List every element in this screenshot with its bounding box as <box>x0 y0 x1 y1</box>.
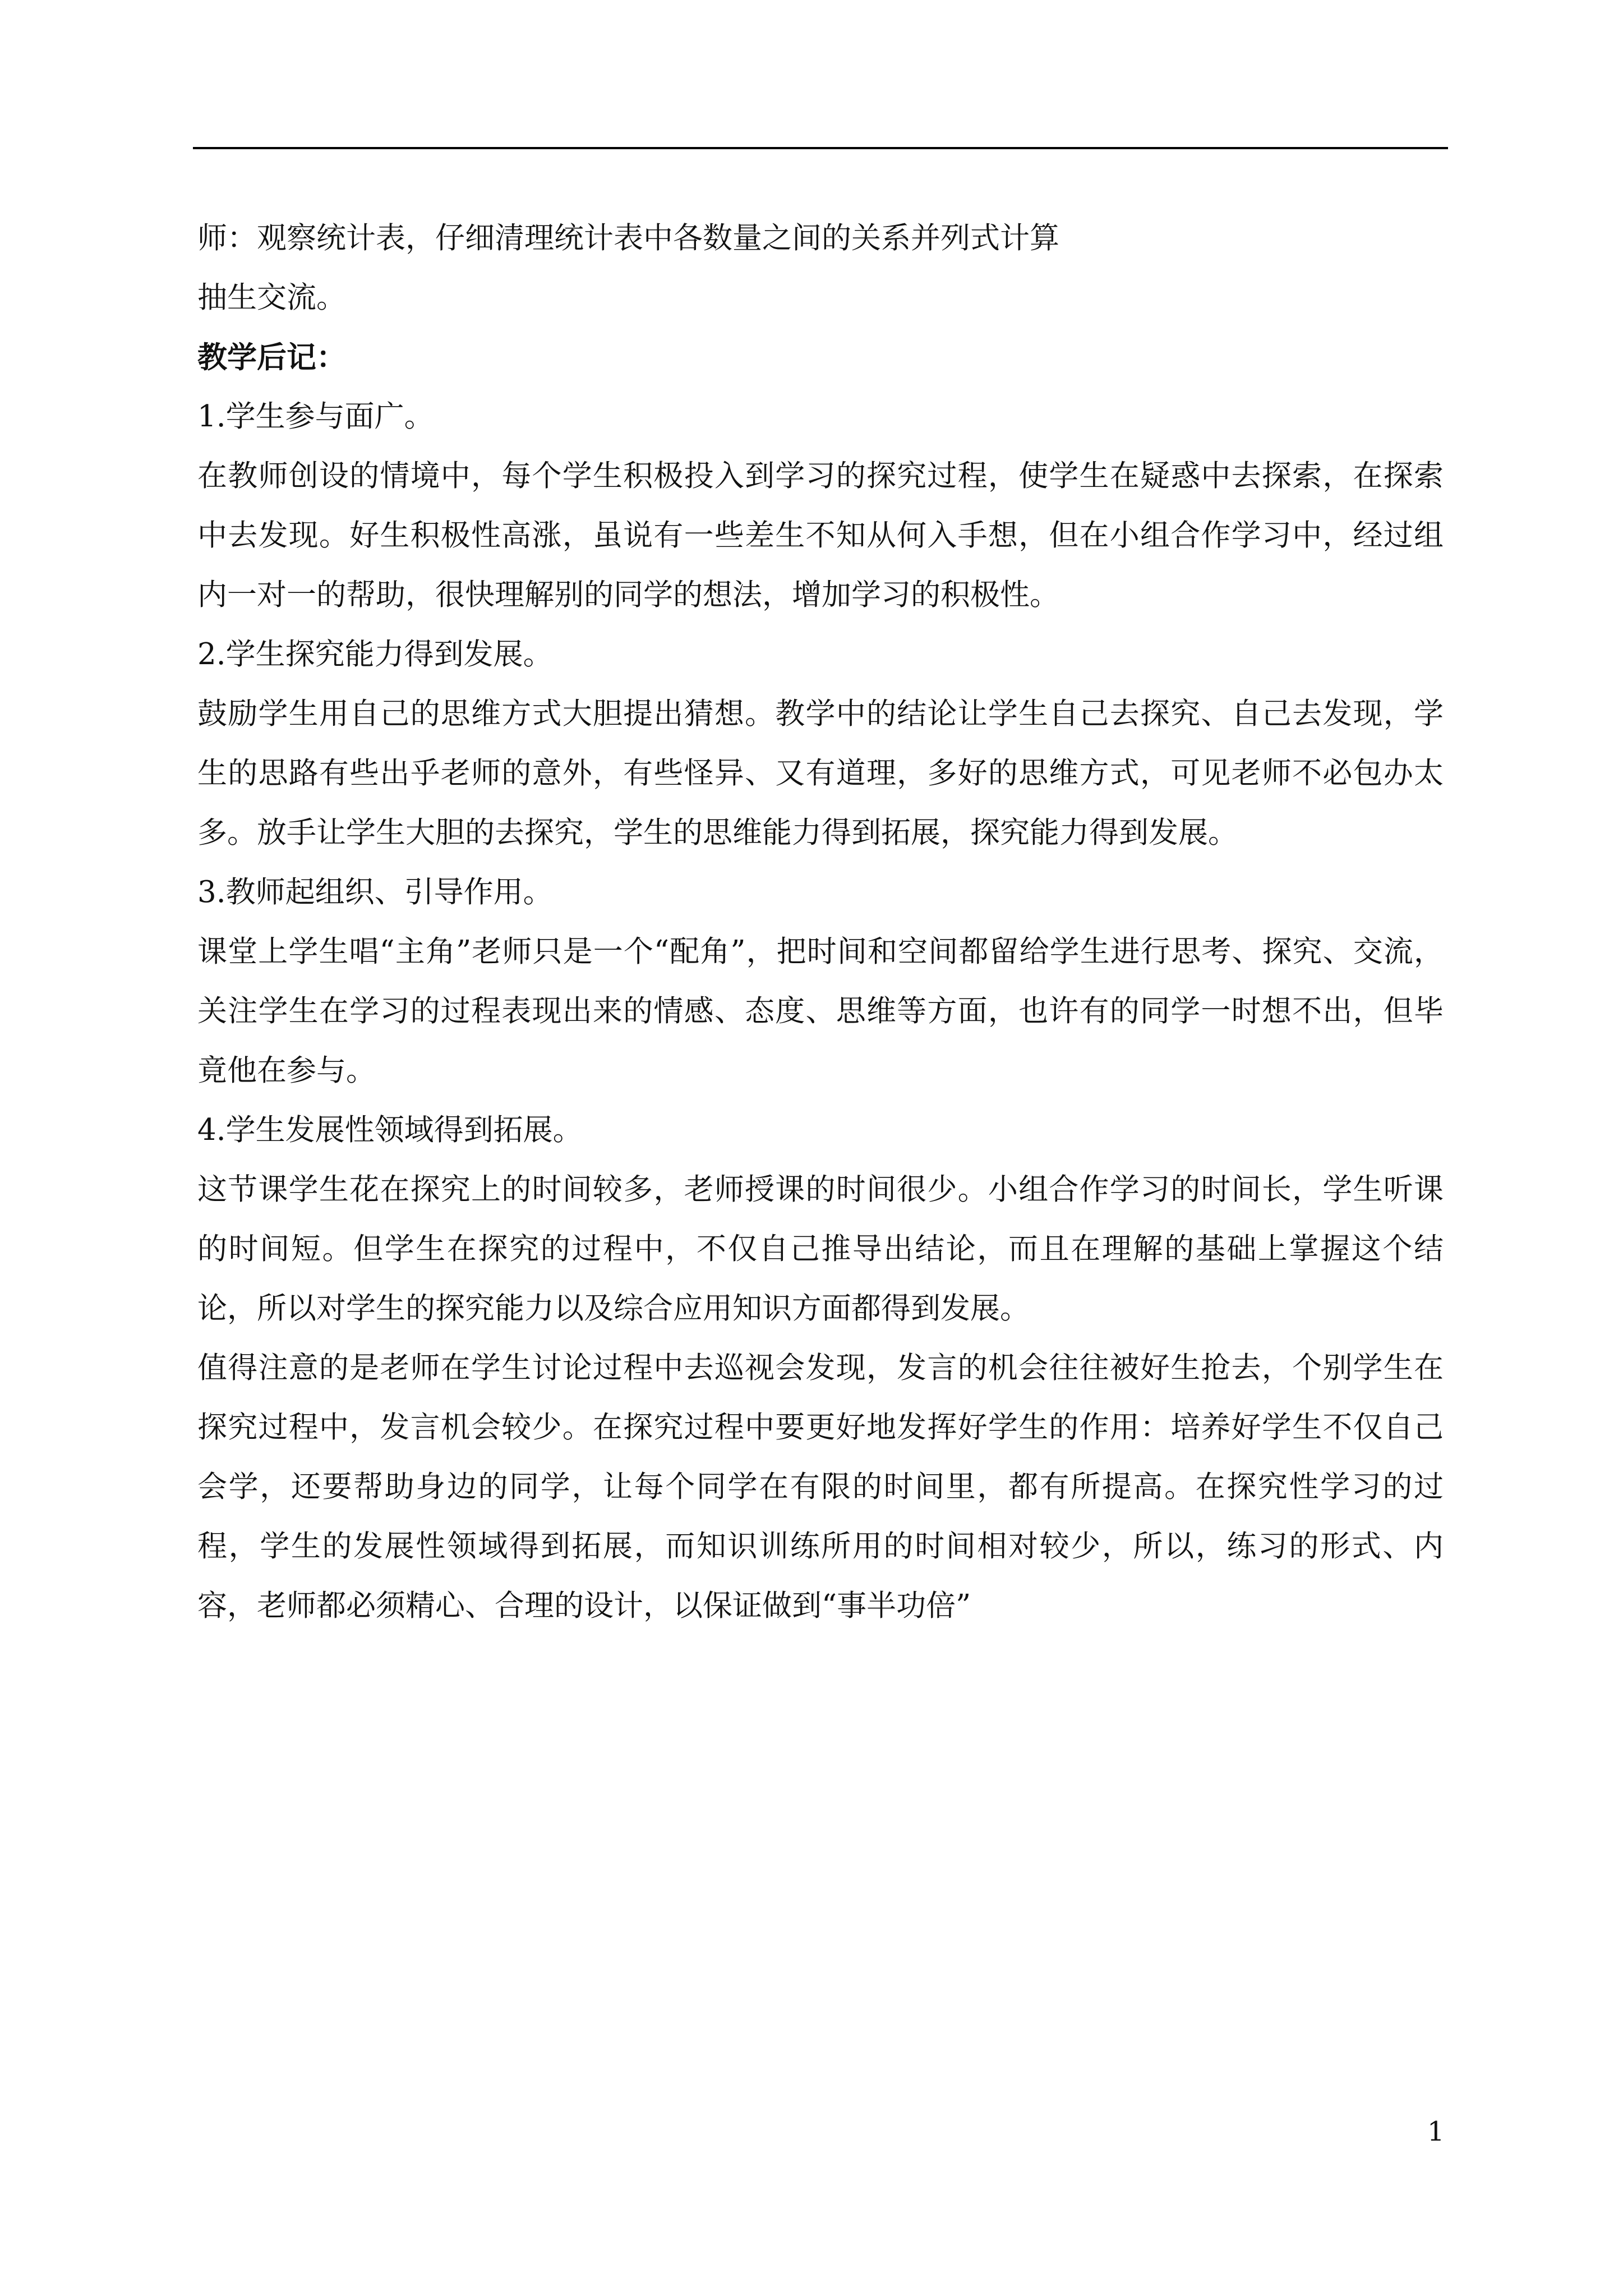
paragraph-teacher-instruction: 师：观察统计表，仔细清理统计表中各数量之间的关系并列式计算 <box>197 221 1059 255</box>
page-number: 1 <box>1427 2116 1445 2147</box>
document-body <box>197 209 1444 1636</box>
point-heading-3: 3.教师起组织、引导作用。 <box>197 875 553 909</box>
point-heading-2: 2.学生探究能力得到发展。 <box>197 637 553 671</box>
point-heading-1: 1.学生参与面广。 <box>197 399 434 434</box>
point-body-2: 鼓励学生用自己的思维方式大胆提出猜想。教学中的结论让学生自己去探究、自己去发现，学生的思路有些出乎老师的意外，有些怪异、又有道理，多好的思维方式，可见老师不必包办太多。放手让学生大胆的去探究，学生的思维能力得到拓展，探究能力得到发展。 <box>197 697 1444 850</box>
paragraph-student-exchange: 抽生交流。 <box>197 280 346 315</box>
closing-paragraph: 值得注意的是老师在学生讨论过程中去巡视会发现，发言的机会往往被好生抢去，个别学生在探究过程中，发言机会较少。在探究过程中要更好地发挥好学生的作用：培养好学生不仅自己会学，还要帮助身边的同学，让每个同学在有限的时间里，都有所提高。在探究性学习的过程，学生的发展性领域得到拓展，而知识训练所用的时间相对较少，所以，练习的形式、内容，老师都必须精心、合理的设计，以保证做到“事半功倍” <box>197 1351 1444 1623</box>
point-body-3: 课堂上学生唱“主角”老师只是一个“配角”，把时间和空间都留给学生进行思考、探究、交流，关注学生在学习的过程表现出来的情感、态度、思维等方面，也许有的同学一时想不出，但毕竟他在参与。 <box>197 935 1444 1088</box>
section-heading-teaching-notes: 教学后记： <box>197 340 346 375</box>
header-rule <box>193 147 1448 149</box>
point-body-1: 在教师创设的情境中，每个学生积极投入到学习的探究过程，使学生在疑惑中去探索，在探索中去发现。好生积极性高涨，虽说有一些差生不知从何入手想，但在小组合作学习中，经过组内一对一的帮助，很快理解别的同学的想法，增加学习的积极性。 <box>197 459 1444 612</box>
point-heading-4: 4.学生发展性领域得到拓展。 <box>197 1113 583 1147</box>
point-body-4: 这节课学生花在探究上的时间较多，老师授课的时间很少。小组合作学习的时间长，学生听课的时间短。但学生在探究的过程中，不仅自己推导出结论，而且在理解的基础上掌握这个结论，所以对学生的探究能力以及综合应用知识方面都得到发展。 <box>197 1172 1444 1326</box>
